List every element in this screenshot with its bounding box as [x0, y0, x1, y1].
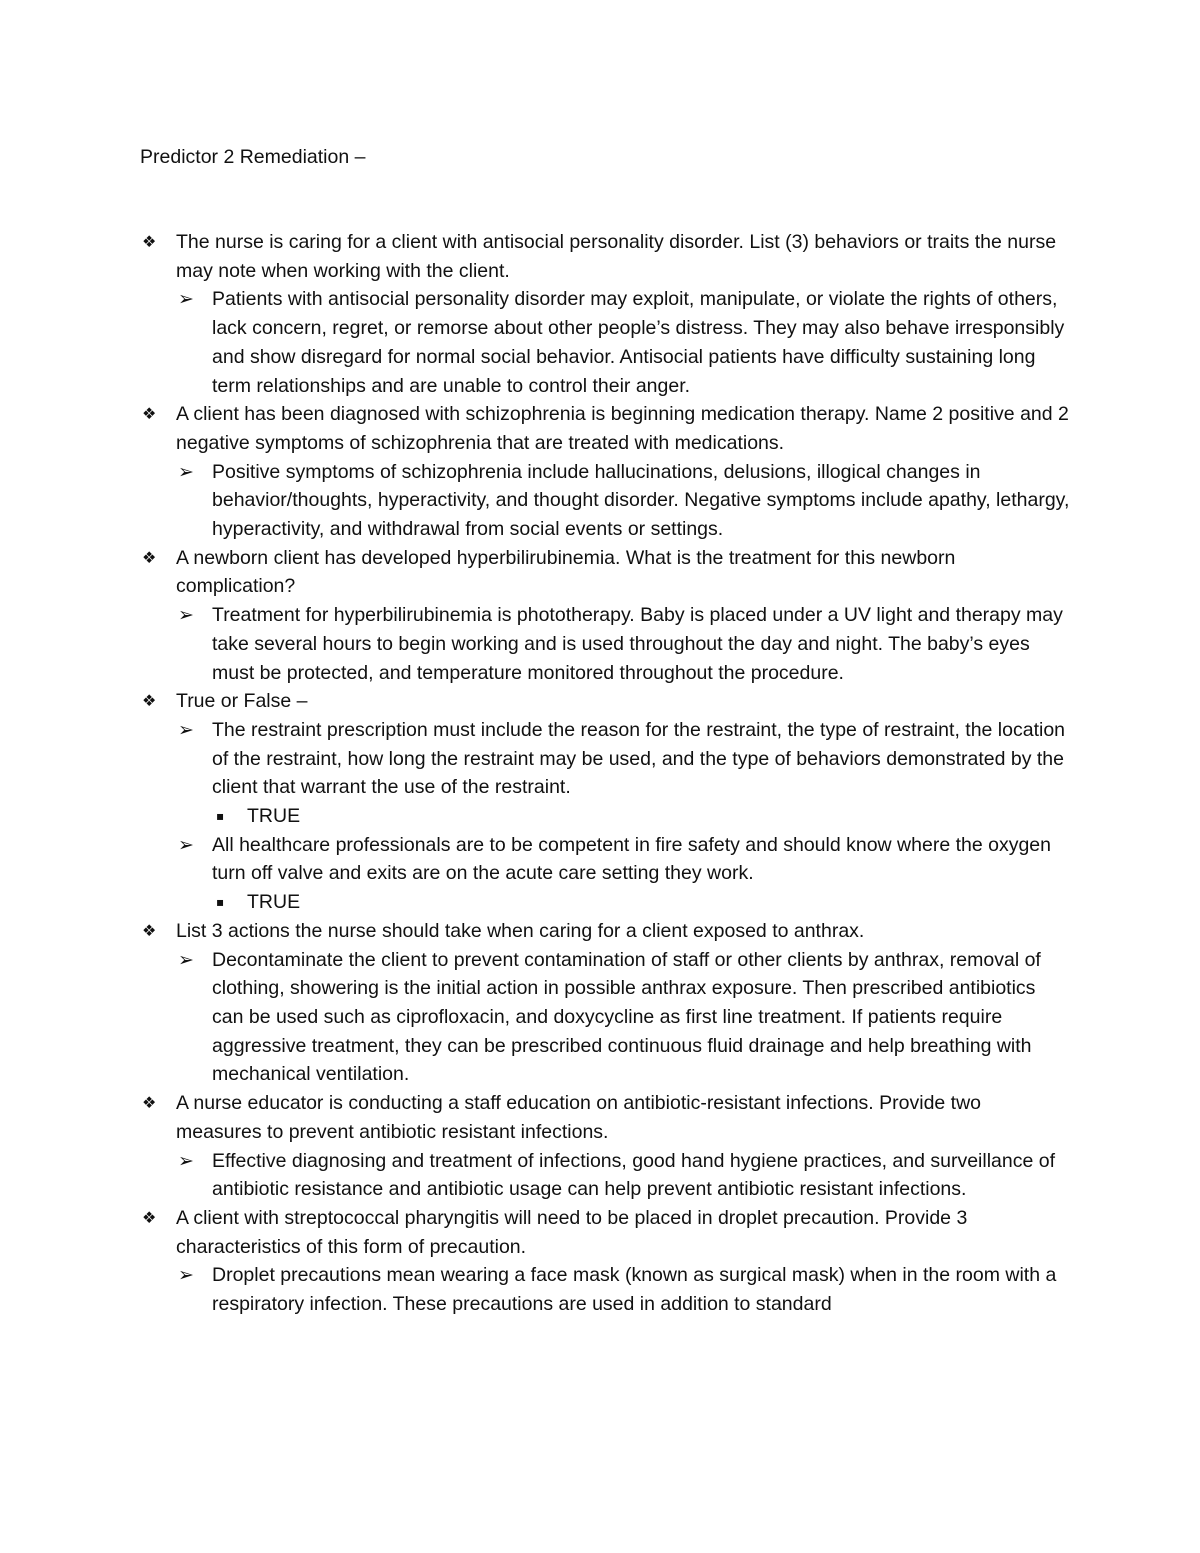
question-item	[140, 228, 1070, 285]
diamond-bullet-icon: ❖	[142, 232, 157, 251]
arrow-bullet-icon: ➢	[178, 833, 194, 856]
answer-value	[140, 888, 1070, 917]
question-text: A client with streptococcal pharyngitis will need to be placed in droplet precaution. Provide 3 characteristics of this form of precaution.	[176, 1206, 968, 1258]
answer-item	[140, 831, 1070, 888]
answer-value-text: TRUE	[247, 805, 301, 828]
diamond-bullet-icon: ❖	[142, 1093, 157, 1113]
diamond-bullet-icon: ❖	[142, 1207, 157, 1227]
answer-item	[140, 716, 1070, 802]
arrow-bullet-icon: ➢	[178, 948, 194, 971]
question-item	[140, 917, 1070, 946]
answer-text: The restraint prescription must include the reason for the restraint, the type of restraint, the location of the restraint, how long the restraint may be used, and the type of behaviors demonstrated by the client that warrant the use of the restraint.	[212, 718, 1066, 799]
answer-text: Positive symptoms of schizophrenia include hallucinations, delusions, illogical changes in behavior/thoughts, hyperactivity, and thought disorder. Negative symptoms include apathy, lethargy, hyperactivity, and withdrawal from social events or settings.	[212, 460, 1070, 541]
question-text: A nurse educator is conducting a staff education on antibiotic-resistant infections. Provide two measures to prevent antibiotic resistant infections.	[176, 1092, 982, 1143]
question-item	[140, 1204, 1070, 1261]
arrow-bullet-icon: ➢	[178, 604, 194, 627]
answer-item	[140, 601, 1070, 687]
question-text: A client has been diagnosed with schizophrenia is beginning medication therapy. Name 2 positive and 2 negative symptoms of schizophrenia that are treated with medications.	[176, 403, 1069, 454]
answer-item	[140, 1147, 1070, 1204]
diamond-bullet-icon: ❖	[142, 691, 157, 711]
square-bullet-icon: ▪	[216, 809, 225, 824]
answer-item	[140, 1261, 1070, 1318]
answer-text: Treatment for hyperbilirubinemia is phototherapy. Baby is placed under a UV light and therapy may take several hours to begin working and is used throughout the day and night. The baby’s eyes must be protected, and temperature monitored throughout the procedure.	[212, 604, 1063, 684]
question-item	[140, 544, 1070, 601]
question-item	[140, 1089, 1070, 1146]
question-item	[140, 400, 1070, 457]
question-text: The nurse is caring for a client with antisocial personality disorder. List (3) behaviors or traits the nurse may note when working with the client.	[176, 231, 1057, 282]
arrow-bullet-icon: ➢	[178, 1264, 194, 1287]
answer-text: Effective diagnosing and treatment of infections, good hand hygiene practices, and surveillance of antibiotic resistance and antibiotic usage can help prevent antibiotic resistant infections.	[212, 1149, 1056, 1201]
question-text: A newborn client has developed hyperbilirubinemia. What is the treatment for this newborn complication?	[176, 546, 956, 598]
answer-item	[140, 946, 1070, 1090]
answer-item	[140, 458, 1070, 544]
answer-value	[140, 802, 1070, 831]
arrow-bullet-icon: ➢	[178, 288, 194, 311]
answer-item	[140, 285, 1070, 400]
arrow-bullet-icon: ➢	[178, 718, 194, 741]
diamond-bullet-icon: ❖	[142, 920, 157, 940]
diamond-bullet-icon: ❖	[142, 547, 157, 567]
answer-text: All healthcare professionals are to be competent in fire safety and should know where the oxygen turn off valve and exits are on the acute care setting they work.	[212, 833, 1051, 885]
question-text: True or False –	[176, 690, 308, 713]
diamond-bullet-icon: ❖	[142, 404, 157, 424]
square-bullet-icon: ▪	[216, 895, 225, 910]
page-title: Predictor 2 Remediation –	[140, 146, 366, 168]
answer-value-text: TRUE	[247, 891, 301, 914]
question-item	[140, 687, 1070, 716]
arrow-bullet-icon: ➢	[178, 1149, 194, 1172]
answer-text: Decontaminate the client to prevent contamination of staff or other clients by anthrax, removal of clothing, showering is the initial action in possible anthrax exposure. Then prescribed antibiotics can be used such as ciprofloxacin, and doxycycline as first line treatment. If patients require aggressive treatment, they can be prescribed continuous fluid drainage and help breathing with mechanical ventilation.	[212, 948, 1041, 1086]
question-list	[140, 228, 1070, 1319]
answer-text: Droplet precautions mean wearing a face mask (known as surgical mask) when in the room with a respiratory infection. These precautions are used in addition to standard	[212, 1264, 1057, 1316]
question-text: List 3 actions the nurse should take when caring for a client exposed to anthrax.	[176, 919, 865, 942]
arrow-bullet-icon: ➢	[178, 460, 194, 483]
answer-text: Patients with antisocial personality disorder may exploit, manipulate, or violate the rights of others, lack concern, regret, or remorse about other people’s distress. They may also behave irresponsibly and show disregard for normal social behavior. Antisocial patients have difficulty sustaining long term relationships and are unable to control their anger.	[212, 288, 1065, 397]
